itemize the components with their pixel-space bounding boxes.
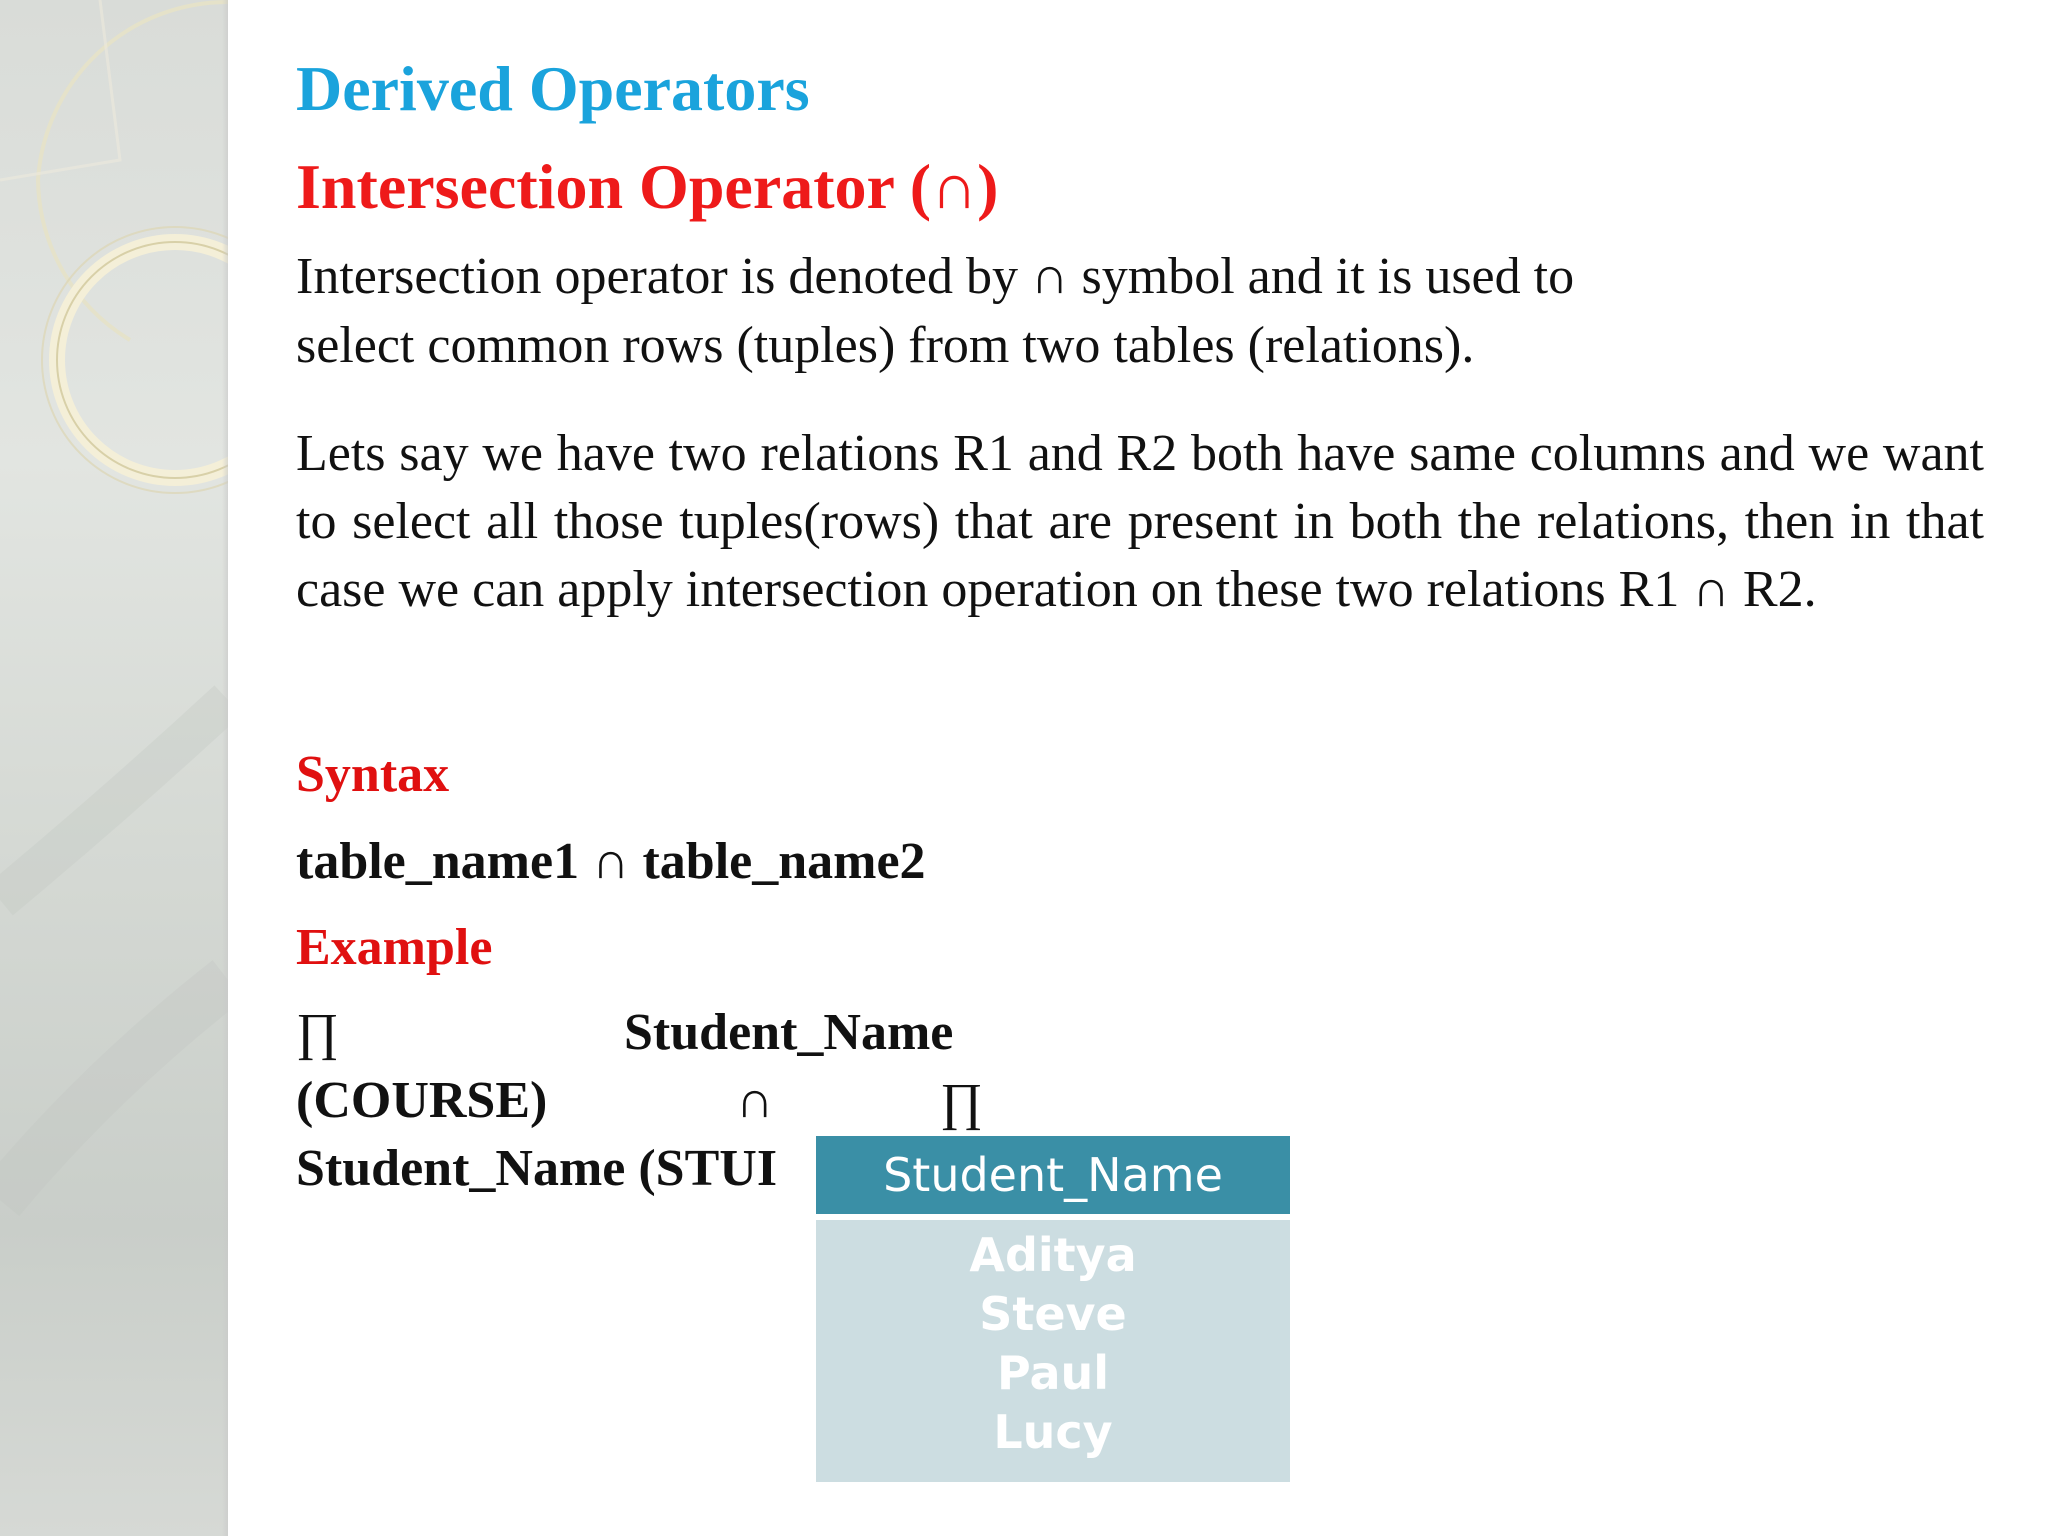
table-row: Aditya — [969, 1228, 1137, 1282]
syntax-label: Syntax — [296, 746, 450, 803]
intro-text-line-1: Intersection operator is denoted by ∩ symbol and it is used to — [296, 248, 1575, 305]
example-attribute: Student_Name — [624, 1004, 954, 1061]
example-label: Example — [296, 919, 493, 976]
example-relation-course: (COURSE) — [296, 1072, 548, 1129]
operator-heading: Intersection Operator (∩) — [296, 151, 999, 222]
table-body — [816, 1220, 1290, 1482]
decorative-rings-graphic — [0, 0, 228, 1536]
result-table — [816, 1136, 1290, 1482]
intersection-symbol: ∩ — [736, 1072, 774, 1129]
table-row: Steve — [979, 1287, 1127, 1341]
example-attribute-relation-student: Student_Name (STUI — [296, 1140, 778, 1197]
table-row: Paul — [996, 1346, 1110, 1400]
table-row: Lucy — [993, 1405, 1113, 1459]
projection-symbol: ∏ — [296, 1004, 339, 1061]
decorative-side-panel — [0, 0, 228, 1536]
explanation-paragraph: Lets say we have two relations R1 and R2 both have same columns and we want to select all those tuples(rows) that are present in both the relations, then in that case we can apply intersection operation on these two relations R1 ∩ R2. — [296, 425, 1984, 618]
syntax-expression: table_name1 ∩ table_name2 — [296, 833, 926, 890]
projection-symbol: ∏ — [940, 1074, 983, 1131]
intro-text-line-2: select common rows (tuples) from two tables (relations). — [296, 317, 1475, 374]
section-heading: Derived Operators — [296, 53, 810, 124]
table-header: Student_Name — [816, 1136, 1290, 1214]
